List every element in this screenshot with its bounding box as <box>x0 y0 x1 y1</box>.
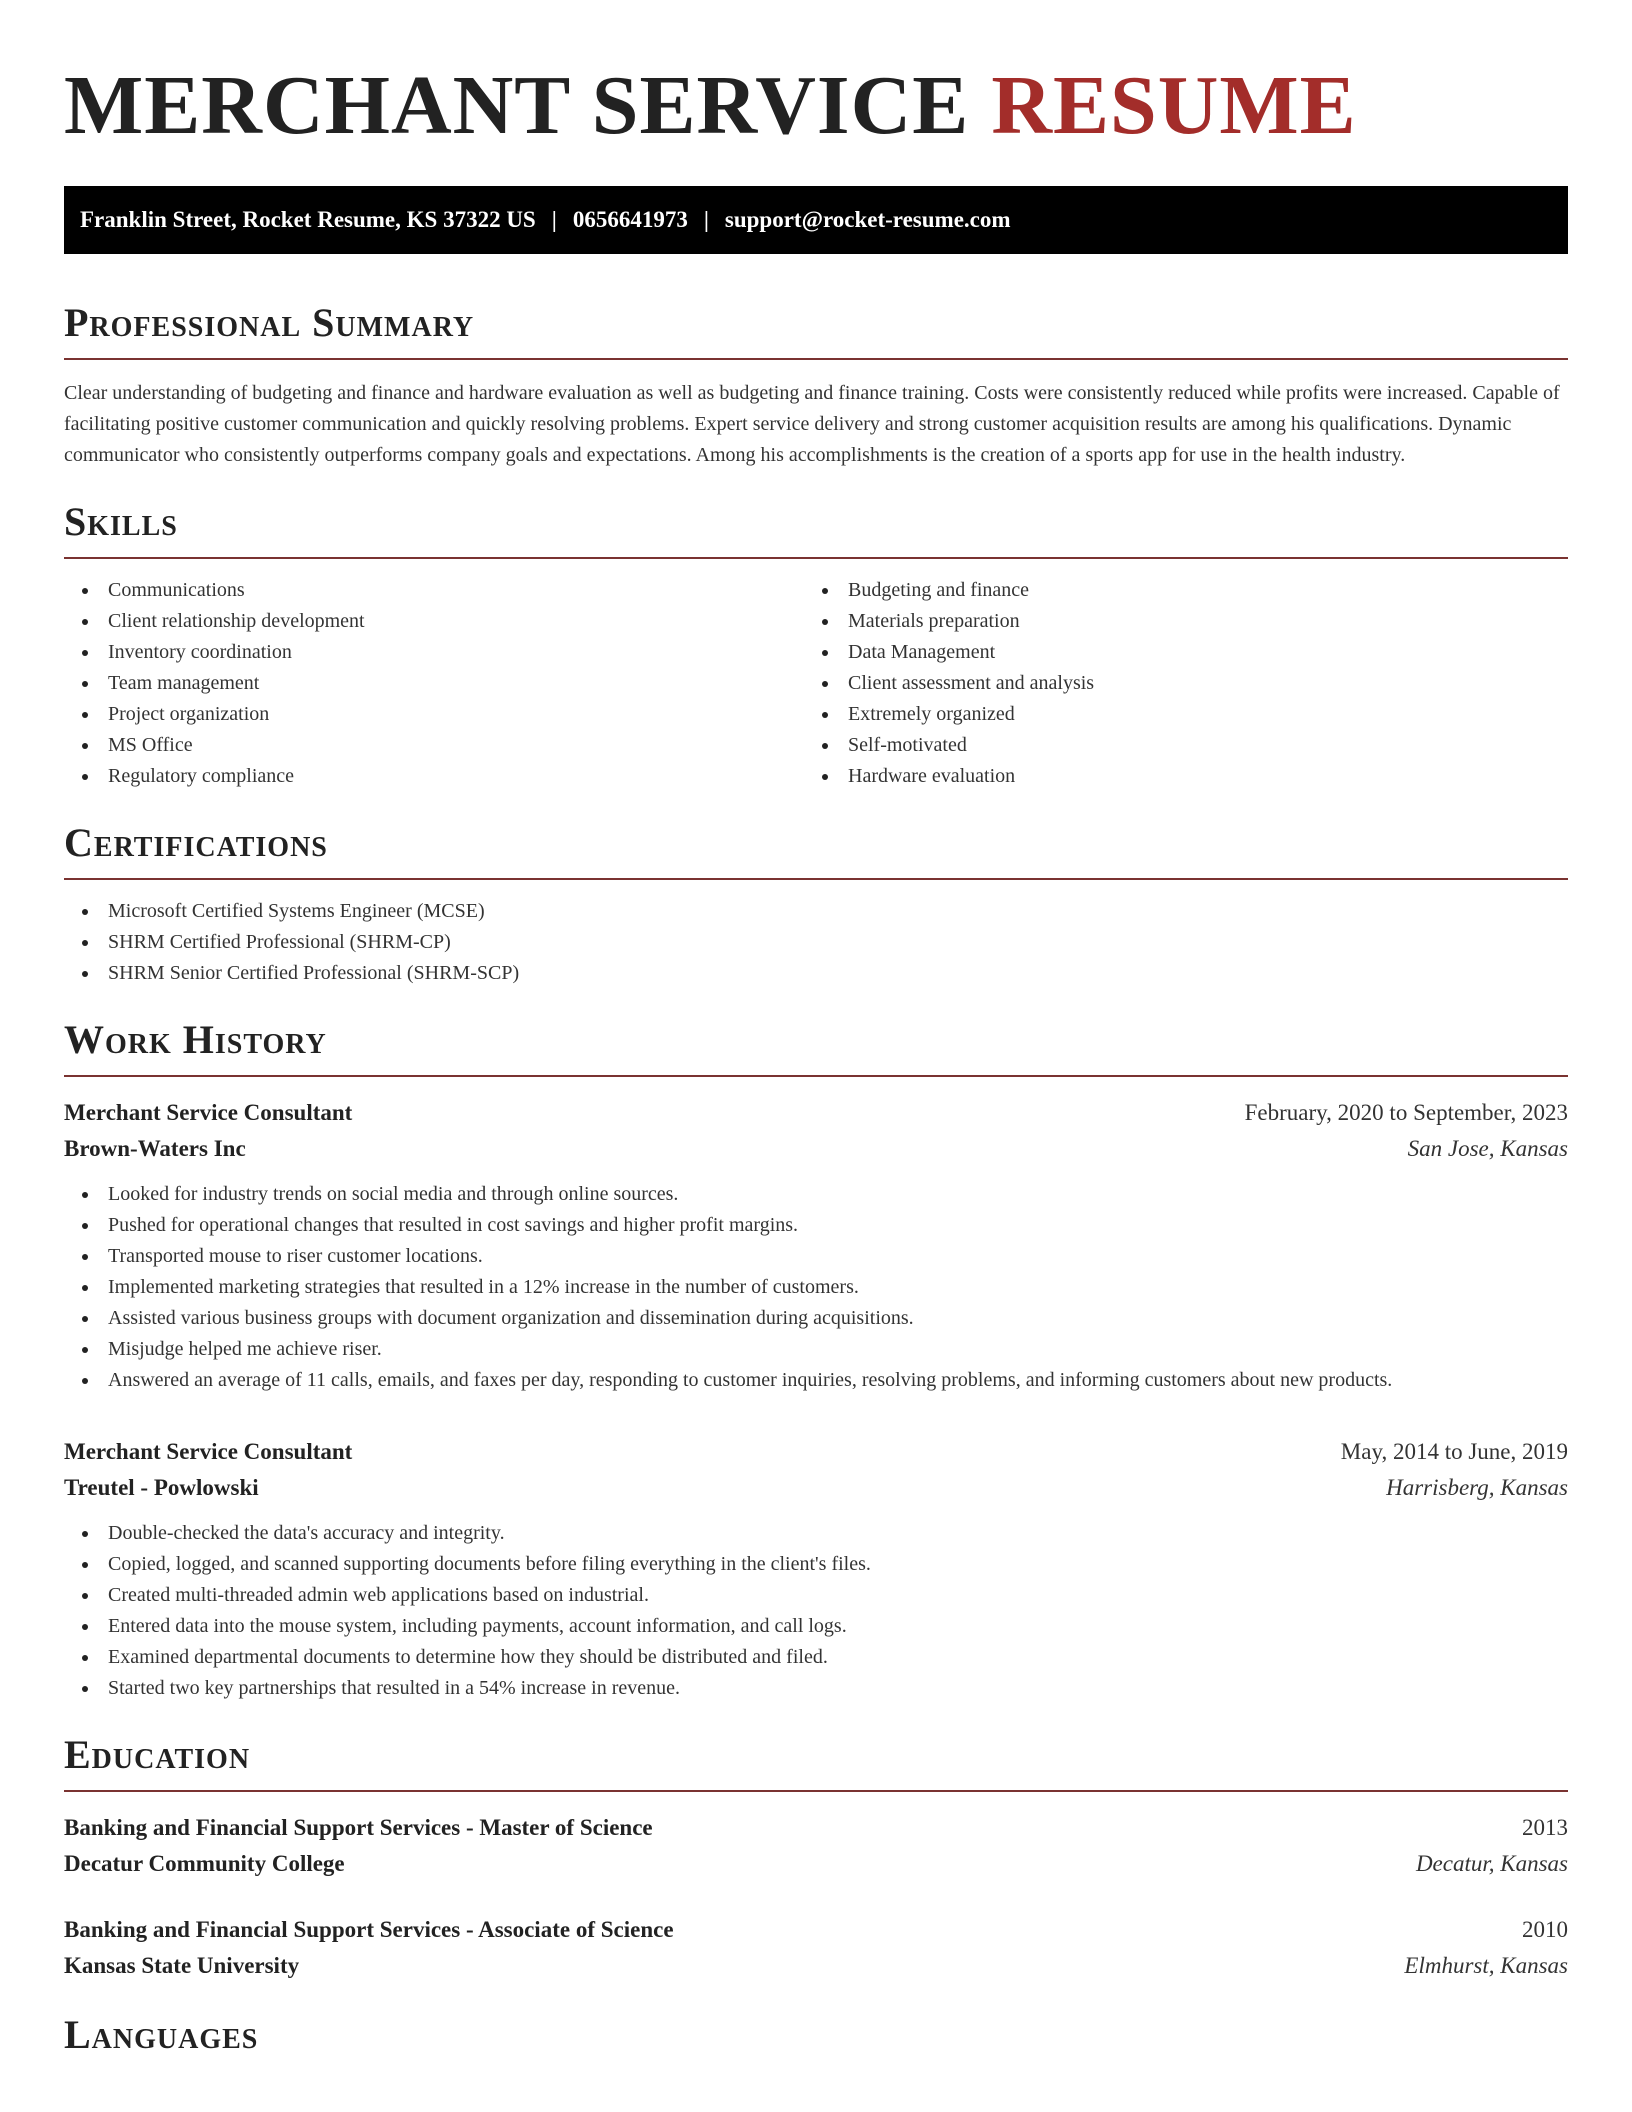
contact-email: support@rocket-resume.com <box>724 207 1011 232</box>
skills-grid <box>64 575 1568 792</box>
job-duty-item: Looked for industry trends on social media and through online sources. <box>64 1179 1568 1210</box>
work-history-heading: Work History <box>64 1017 327 1062</box>
job-company-row <box>64 1470 1568 1506</box>
page-title <box>64 0 1568 156</box>
education-section <box>64 1730 1568 1984</box>
section-divider <box>64 1075 1568 1077</box>
education-school: Kansas State University <box>64 1953 300 1978</box>
section-divider <box>64 1790 1568 1792</box>
section-divider <box>64 557 1568 559</box>
title-main: MERCHANT SERVICE <box>64 59 970 152</box>
job-company-row <box>64 1131 1568 1167</box>
job-duty-item: Started two key partnerships that resulted in a 54% increase in revenue. <box>64 1673 1568 1704</box>
certifications-list <box>64 896 1568 989</box>
skill-item: Inventory coordination <box>64 637 804 668</box>
job-dates: May, 2014 to June, 2019 <box>1340 1439 1568 1464</box>
contact-bar <box>64 186 1568 254</box>
education-school: Decatur Community College <box>64 1851 345 1876</box>
certification-item: SHRM Certified Professional (SHRM-CP) <box>64 927 1568 958</box>
education-school-row <box>64 1948 1568 1984</box>
skills-heading: Skills <box>64 499 178 544</box>
job-duty-item: Assisted various business groups with document organization and dissemination during acquisitions. <box>64 1303 1568 1334</box>
job-title-row <box>64 1434 1568 1470</box>
skills-list-left <box>64 575 804 792</box>
languages-heading: Languages <box>64 2012 259 2057</box>
skill-item: Hardware evaluation <box>804 761 1544 792</box>
skill-item: Communications <box>64 575 804 606</box>
job-location: San Jose, Kansas <box>1407 1136 1568 1161</box>
skill-item: Data Management <box>804 637 1544 668</box>
summary-heading: Professional Summary <box>64 300 475 345</box>
job-duties-list <box>64 1518 1568 1704</box>
skill-item: Team management <box>64 668 804 699</box>
certification-item: Microsoft Certified Systems Engineer (MCSE) <box>64 896 1568 927</box>
contact-separator: | <box>703 207 709 232</box>
job-duty-item: Misjudge helped me achieve riser. <box>64 1334 1568 1365</box>
contact-address: Franklin Street, Rocket Resume, KS 37322 US <box>80 207 536 232</box>
job-duty-item: Examined departmental documents to determine how they should be distributed and filed. <box>64 1642 1568 1673</box>
job-title: Merchant Service Consultant <box>64 1439 353 1464</box>
job-duty-item: Created multi-threaded admin web applications based on industrial. <box>64 1580 1568 1611</box>
job-entry <box>64 1095 1568 1396</box>
skill-item: Client assessment and analysis <box>804 668 1544 699</box>
education-degree-row <box>64 1912 1568 1948</box>
education-degree: Banking and Financial Support Services - Associate of Science <box>64 1917 674 1942</box>
education-degree-row <box>64 1810 1568 1846</box>
job-title: Merchant Service Consultant <box>64 1100 353 1125</box>
skill-item: Self-motivated <box>804 730 1544 761</box>
title-accent: RESUME <box>991 59 1357 152</box>
skill-item: Materials preparation <box>804 606 1544 637</box>
job-duty-item: Pushed for operational changes that resulted in cost savings and higher profit margins. <box>64 1210 1568 1241</box>
skills-list-right <box>804 575 1544 792</box>
education-year: 2013 <box>1522 1815 1568 1840</box>
contact-separator: | <box>551 207 557 232</box>
job-duty-item: Copied, logged, and scanned supporting documents before filing everything in the client's files. <box>64 1549 1568 1580</box>
section-divider <box>64 878 1568 880</box>
skills-section <box>64 497 1568 792</box>
job-duty-item: Answered an average of 11 calls, emails, and faxes per day, responding to customer inquiries, resolving problems, and informing customers about new products. <box>64 1365 1568 1396</box>
job-company: Brown-Waters Inc <box>64 1136 246 1161</box>
summary-text: Clear understanding of budgeting and finance and hardware evaluation as well as budgeting and finance training. Costs were consistently reduced while profits were increased. Capable of facilitating positive customer communication and quickly resolving problems. Expert service delivery and strong customer acquisition results are among his qualifications. Dynamic communicator who consistently outperforms company goals and expectations. Among his accomplishments is the creation of a sports app for use in the health industry. <box>64 382 1560 466</box>
education-degree: Banking and Financial Support Services - Master of Science <box>64 1815 653 1840</box>
job-entry <box>64 1434 1568 1704</box>
section-divider <box>64 358 1568 360</box>
skill-item: MS Office <box>64 730 804 761</box>
skill-item: Project organization <box>64 699 804 730</box>
job-title-row <box>64 1095 1568 1131</box>
languages-section <box>64 2010 1568 2060</box>
job-location: Harrisberg, Kansas <box>1386 1475 1568 1500</box>
education-entry <box>64 1810 1568 1882</box>
education-location: Decatur, Kansas <box>1415 1851 1568 1876</box>
contact-phone: 0656641973 <box>572 207 688 232</box>
education-location: Elmhurst, Kansas <box>1404 1953 1568 1978</box>
skill-item: Extremely organized <box>804 699 1544 730</box>
certifications-section <box>64 818 1568 989</box>
work-history-section <box>64 1015 1568 1704</box>
job-duties-list <box>64 1179 1568 1396</box>
certification-item: SHRM Senior Certified Professional (SHRM-SCP) <box>64 958 1568 989</box>
job-duty-item: Implemented marketing strategies that resulted in a 12% increase in the number of customers. <box>64 1272 1568 1303</box>
job-company: Treutel - Powlowski <box>64 1475 259 1500</box>
education-year: 2010 <box>1522 1917 1568 1942</box>
job-duty-item: Double-checked the data's accuracy and integrity. <box>64 1518 1568 1549</box>
summary-section <box>64 298 1568 471</box>
skill-item: Regulatory compliance <box>64 761 804 792</box>
certifications-heading: Certifications <box>64 820 328 865</box>
education-heading: Education <box>64 1732 251 1777</box>
education-school-row <box>64 1846 1568 1882</box>
skill-item: Client relationship development <box>64 606 804 637</box>
skill-item: Budgeting and finance <box>804 575 1544 606</box>
education-entry <box>64 1912 1568 1984</box>
job-dates: February, 2020 to September, 2023 <box>1244 1100 1568 1125</box>
job-duty-item: Entered data into the mouse system, including payments, account information, and call logs. <box>64 1611 1568 1642</box>
job-duty-item: Transported mouse to riser customer locations. <box>64 1241 1568 1272</box>
